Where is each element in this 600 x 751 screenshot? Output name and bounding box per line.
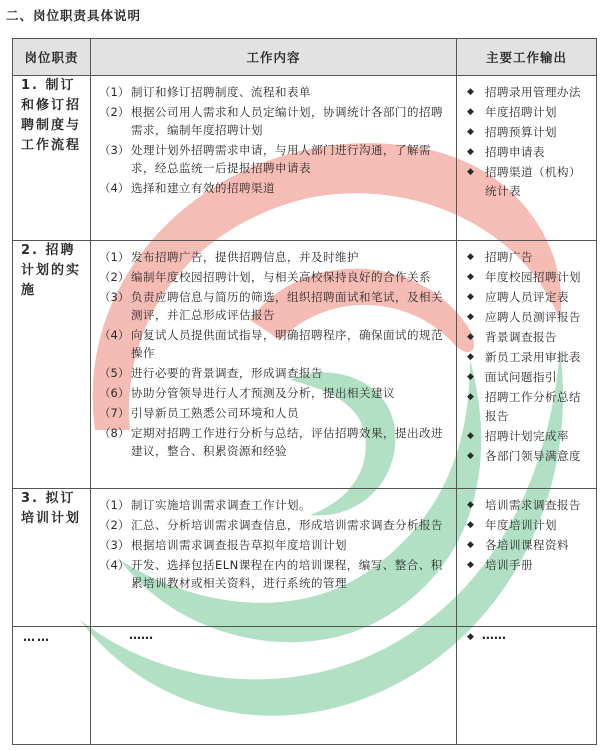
task-number: （2） [99,518,130,532]
bullet-icon: ◆ [467,372,475,382]
output-item [467,123,592,142]
output-text: 年度校园招聘计划 [485,270,581,284]
output-item [467,163,592,200]
header-outputs: 主要工作输出 [457,39,597,76]
task-number: （5） [99,366,130,380]
task-number: （6） [99,386,130,400]
output-text: 新员工录用审批表 [485,350,581,364]
section-title: 二、岗位职责具体说明 [6,8,142,23]
task-number: （7） [99,406,130,420]
bullet-icon: ◆ [467,252,475,262]
outputs-cell [457,241,597,489]
table-row [13,76,597,241]
job-duties-table [12,38,597,745]
task-number: （4） [99,558,130,572]
output-item [467,348,592,367]
task-number: （1） [99,250,130,264]
table-row [13,241,597,489]
output-text: 招聘广告 [485,250,533,264]
task-item [99,103,450,139]
task-text: 编制年度校园招聘计划，与相关高校保持良好的合作关系 [131,270,431,284]
output-text: 年度培训计划 [485,518,557,532]
output-text: 各部门领导满意度 [485,448,581,463]
output-item [467,496,592,515]
header-role: 岗位职责 [13,39,91,76]
task-text: 开发、选择包括ELN课程在内的培训课程，编写、整合、积累培训教材或相关资料，进行系统的管理 [131,558,443,590]
output-item [467,516,592,535]
table-row [13,489,597,627]
output-item [467,427,592,446]
header-tasks: 工作内容 [91,39,457,76]
task-item [99,179,450,197]
bullet-icon: ◆ [467,560,475,570]
output-text: 招聘预算计划 [485,125,557,139]
output-item [467,328,592,347]
task-item [99,536,450,554]
output-item [467,368,592,387]
task-number: （3） [99,290,130,304]
task-number: （3） [99,538,130,552]
task-number: （4） [99,181,130,195]
task-number: （3） [99,143,130,157]
output-text: 应聘人员评定表 [485,290,569,304]
task-item [99,83,450,101]
output-text: 招聘录用管理办法 [485,85,581,99]
table-header-row [13,39,597,76]
bullet-icon: ◆ [467,292,475,302]
bullet-icon: ◆ [467,147,475,157]
output-item [467,447,592,466]
output-item [467,143,592,162]
output-item [467,103,592,122]
task-item [99,141,450,177]
output-text: 各培训课程资料 [485,538,569,552]
task-text: 处理计划外招聘需求申请，与用人部门进行沟通，了解需求，经总监统一后提报招聘申请表 [131,143,431,175]
ellipsis-row [13,627,597,745]
bullet-icon: ◆ [467,107,475,117]
bullet-icon: ◆ [467,352,475,362]
bullet-icon: ◆ [467,450,475,461]
task-text: 引导新员工熟悉公司环境和人员 [131,406,299,420]
output-text: 背景调查报告 [485,330,557,344]
task-text: 向复试人员提供面试指导，明确招聘程序，确保面试的规范操作 [131,328,443,360]
task-item [99,268,450,286]
role-cell: 1. 制订和修订招聘制度与工作流程 [13,76,91,241]
role-cell: 3. 拟订培训计划 [13,489,91,627]
bullet-icon: ◆ [467,392,475,402]
role-ellipsis: …… [13,627,91,745]
bullet-icon: ◆ [467,520,475,530]
task-item [99,404,450,422]
task-ellipsis: …… [91,627,457,745]
task-item [99,424,450,460]
task-text: 负责应聘信息与简历的筛选，组织招聘面试和笔试，及相关测评，并汇总形成评估报告 [131,290,443,322]
task-text: 选择和建立有效的招聘渠道 [131,181,275,195]
bullet-icon: ◆ [467,127,475,137]
task-number: （4） [99,328,130,342]
output-text: 面试问题指引 [485,370,557,384]
output-item [467,308,592,327]
output-text: 招聘渠道（机构）统计表 [485,165,581,198]
output-text: 培训手册 [485,558,533,572]
task-number: （1） [99,85,130,99]
bullet-icon: ◆ [467,272,475,282]
outputs-cell [457,76,597,241]
output-ellipsis-cell [457,627,597,745]
bullet-icon: ◆ [467,312,475,322]
task-text: 制订实施培训需求调查工作计划。 [131,498,311,512]
task-item [99,496,450,514]
task-text: 发布招聘广告，提供招聘信息，并及时维护 [131,250,359,264]
output-text: 招聘计划完成率 [485,428,569,443]
task-text: 定期对招聘工作进行分析与总结，评估招聘效果，提出改进建议，整合、积累资源和经验 [131,426,443,458]
task-number: （2） [99,105,130,119]
tasks-cell [91,489,457,627]
task-text: 根据培训需求调查报告草拟年度培训计划 [131,538,347,552]
tasks-cell [91,241,457,489]
outputs-cell [457,489,597,627]
output-item [467,556,592,575]
bullet-icon: ◆ [467,167,475,177]
task-item [99,364,450,382]
role-cell: 2. 招聘计划的实施 [13,241,91,489]
task-text: 制订和修订招聘制度、流程和表单 [131,85,311,99]
bullet-icon: ◆ [467,430,475,441]
task-text: 协助分管领导进行人才预测及分析，提出相关建议 [131,386,395,400]
output-item [467,83,592,102]
output-item [467,268,592,287]
task-item [99,516,450,534]
task-text: 根据公司用人需求和人员定编计划，协调统计各部门的招聘需求，编制年度招聘计划 [131,105,443,137]
task-item [99,556,450,592]
task-item [99,326,450,362]
output-item [467,388,592,425]
task-text: 汇总、分析培训需求调查信息，形成培训需求调查分析报告 [131,518,443,532]
output-ellipsis: …… [481,628,506,642]
bullet-icon: ◆ [467,500,475,510]
output-item [467,248,592,267]
task-item [99,288,450,324]
bullet-icon: ◆ [467,632,474,642]
output-item [467,536,592,555]
bullet-icon: ◆ [467,332,475,342]
task-number: （1） [99,498,130,512]
output-text: 培训需求调查报告 [485,498,581,512]
task-number: （2） [99,270,130,284]
task-item [99,248,450,266]
tasks-cell [91,76,457,241]
output-text: 应聘人员测评报告 [485,310,581,324]
bullet-icon: ◆ [467,87,475,97]
output-text: 年度招聘计划 [485,105,557,119]
task-text: 进行必要的背景调查，形成调查报告 [131,366,323,380]
bullet-icon: ◆ [467,540,475,550]
task-item [99,384,450,402]
output-item [467,288,592,307]
task-number: （8） [99,426,130,440]
output-text: 招聘工作分析总结报告 [485,390,581,423]
output-text: 招聘申请表 [485,145,545,159]
